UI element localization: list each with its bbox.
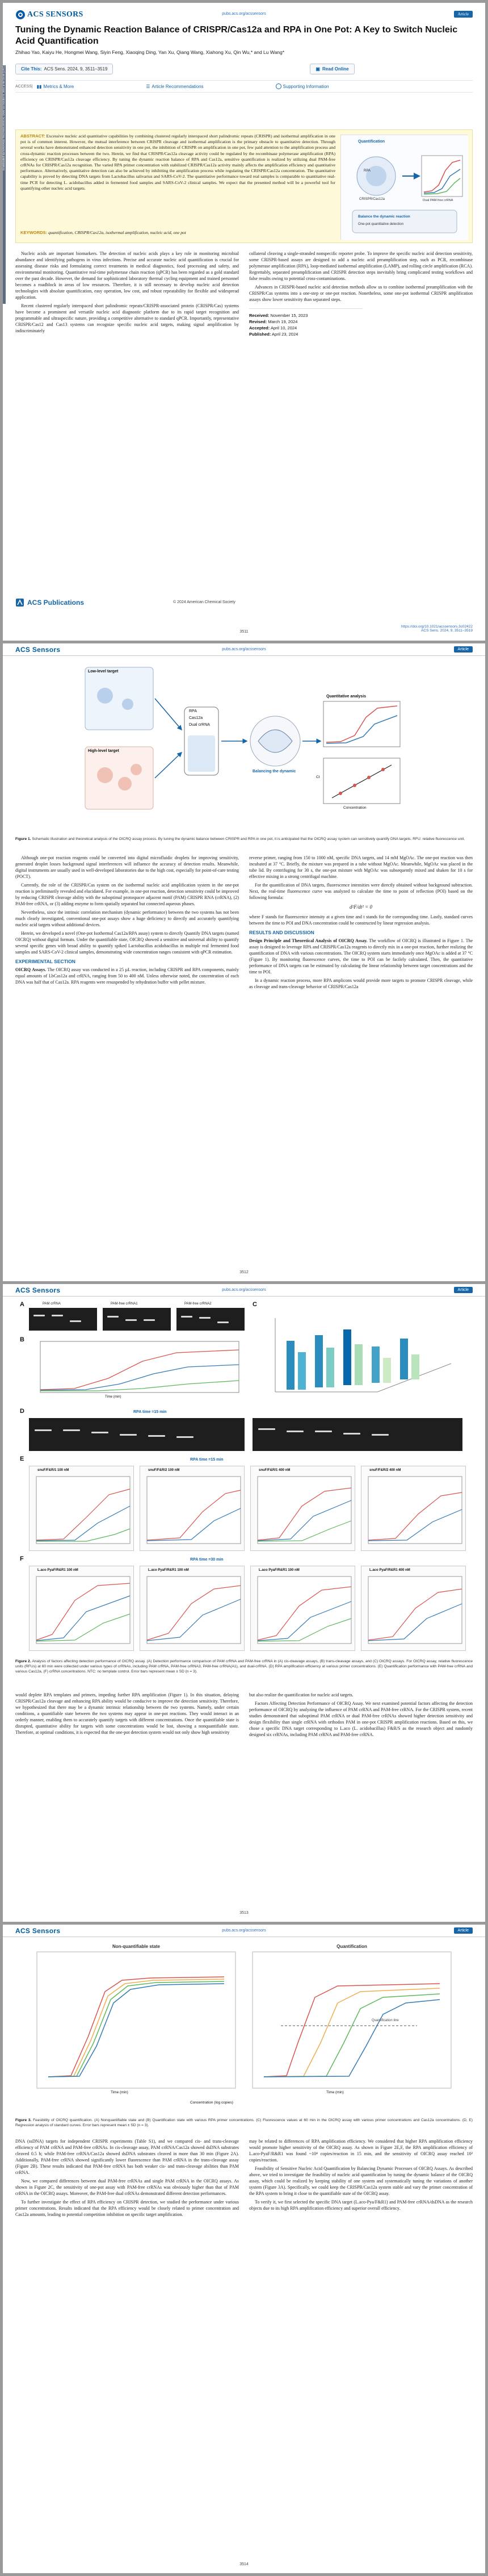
page-number: 3513 [239,1911,249,1915]
paragraph: DNA (ssDNA) targets for independent CRISPR experiments (Table S1), and we compared cis- and trans-cleavage efficiency of PAM crRNA and PAM-free crRNAs. In cis-cleavage assay, PAM crRNA/Cas12a showed dsDNA substrates cleaved 0.5 h; while PAM-free crRNA/Cas12a showed dsDNA substrates cleaved in more than 30 min (Figure 2A). Additionally, PAM-free crRNA showed significantly lower fluorescence than PAM crRNA in the trans-cleavage assay (Figure 2B). These results indicated that PAM-free crRNA has both weaker cis- and trans-cleavage abilities than PAM crRNA. [15,2139,239,2175]
author-list: Zhihao Yao, Kaiyu He, Hongmei Wang, Siyin Feng, Xiaoqing Ding, Yan Xu, Qiang Wang, Xiahong Xu, Qin Wu,* and Lu Wang* [15,49,285,55]
paragraph: Recent clustered regularly interspaced short palindromic repeats/CRISPR-associated protein (CRISPR/Cas) systems have become a prominent and versatile nucleic acid diagnostic platform due to its rapid target recognition and programmable and ultraspecific nature, providing a competitive alternative to standard qPCR. Importantly, representative CRISPR/Cas12 and Cas13 systems can recognize specific nucleic acid targets, making signal amplification by indiscriminately [15,303,239,333]
supporting-info-icon [276,83,281,89]
paragraph: Factors Affecting Detection Performance of OICRQ Assay. We next examined potential factors affecting the detection performance of OICRQ by analyzing the influence of PAM crRNA and PAM-free crRNA. For the CRISPR system, recent studies demonstrated that suboptimal PAM crRNA or dual PAM-free crRNAs showed higher detection sensitivity and design flexibility than single crRNA with orthodox PAM in one-pot CRISPR amplification reactions. Based on this, we chose a specific DNA target corresponding to L.aco (L. acidobacillus) F&R/S as the research object and randomly designed six crRNAs, including PAM crRNA and PAM-free crRNA. [249,1701,473,1737]
toc-onepot-label: One-pot quantitative detection [358,223,404,226]
acs-sensors-logo-icon [15,10,26,20]
panel-e-subtitle: RPA time =15 min [190,1458,224,1462]
paragraph: Advances in CRISPR-based nucleic acid detection methods allow us to combine isothermal preamplification with the CRISPR/Cas systems into a one-step or one-pot reaction. Nonetheless, some one-pot isothermal CRISPR amplification assays show lower sensitivity than separated steps. [249,285,473,302]
fig3-xlabel-right: Time (min) [326,2090,344,2094]
section-heading-experimental: EXPERIMENTAL SECTION [15,959,75,964]
cite-button[interactable]: Cite This: ACS Sens. 2024, 9, 3511–3519 [15,64,113,74]
copyright: © 2024 American Chemical Society [173,600,235,604]
paragraph: reverse primer, ranging from 150 to 1000 nM, specific DNA targets, and 14 mM MgOAc. The one-pot reaction was then incubated at 37 °C. Briefly, the mixture was prepared in a tube without MgOAc. Meanwhile, MgOAc was placed in the tube lid. By centrifuging for 30 s, the one-pot mixture with MgOAc was subsequently mixed and shaken for 10 s for effective mixing in a strong centrifugal machine. [249,855,473,879]
gel-image-1 [29,1308,97,1331]
read-online-button[interactable]: ▣ Read Online [310,64,354,74]
access-label: ACCESS| [15,84,33,89]
running-header [3,643,485,656]
cite-bar [15,64,355,74]
date-received: Received: November 15, 2023 [249,313,308,318]
panel-label-e: E [20,1456,24,1462]
article-type-badge: Article [454,11,473,18]
page-number: 3511 [239,630,249,634]
running-journal-name: ACS Sensors [15,645,61,654]
fig3-quant-title: Quantification [336,1944,367,1949]
panel-f-tile-1 [29,1566,134,1651]
section-heading-results: RESULTS AND DISCUSSION [249,930,314,935]
tile-label: L.aco PyaF/R&R1 100 nM [37,1569,78,1572]
paragraph: Design Principle and Theoretical Analysis of OICRQ Assay. The workflow of OICRQ is illustrated in Figure 1. The assay is designed to leverage RPA and CRISPR/Cas12a reagents to directly mix in a one-pot reaction, further realizing the quantification of DNA with various concentrations. The OICRQ system starts immediately once MgOAc is added at 37 °C (Figure 1). By monitoring fluorescence curves, the time to POI can be facilely calculated. Then, the quantitative performance of DNA targets can be estimated by calculating the linear relationship between target concentrations and the time to POI. [249,938,473,975]
page-2 [3,643,485,1281]
paragraph: Feasibility of Sensitive Nucleic Acid Quantification by Balancing Dynamic Processes of OICRQ Assays. As described above, we tried to investigate the feasibility of nucleic acid quantification by tuning the dynamic balance of the OICRQ assay, which could be realized by keeping stability of one system and systematically tuning the variations of another system (Figure 3A). Specifically, we could keep the CRISPR/Cas12a system stable and vary the primer concentration of the RPA system to bring it close to the quantifiable state of the OICRQ assay. [249,2166,473,2196]
panel-e-tile-2 [140,1466,245,1551]
p1-column-left [15,250,239,336]
panel-e-tile-1 [29,1466,134,1551]
equation: d²F/dt² = 0 [350,904,372,910]
panel-label-d: D [20,1408,24,1415]
panel-b-curves [29,1339,245,1401]
date-revised: Revised: March 19, 2024 [249,319,298,324]
page-number: 3512 [239,1270,249,1274]
p1-column-right [249,250,473,337]
paragraph: would deplete RPA templates and primers, impeding further RPA amplification (Figure 1). In this situation, delaying CRISPR/Cas12a cleavage and enhancing RPA ability would be conducive to improve the detection sensitivity. Therefore, we hypothesized that there may be a dynamic intrinsic relationship between the two systems. Namely, under certain conditions, a quantifiable state between the two systems may appear in one-pot reactions. They would interact in an orderly manner, enabling them to accurately quantify targets with different concentrations. Once the quantifiable state is disrupted, quantitative ability for targets with some concentrations would be lost, showing a nonquantifiable state. Therefore, at optimal conditions, it is expected that the one-pot detection system would not only show high sensitivity [15,1692,239,1735]
panel-b-xlabel: Time (min) [105,1395,121,1399]
tile-label: L.aco PyaF/R&R1 100 nM [148,1569,189,1572]
toc-balance-label: Balance the dynamic reaction [358,215,410,219]
paragraph: Now, we compared differences between dual PAM-free crRNAs and single PAM crRNA in the OICRQ assays. As shown in Figure 2C, the sensitivity of one-pot assay with PAM-free crRNAs was obviously higher than that of PAM crRNA in the OICRQ assays. Moreover, the PAM-free dual crRNAs demonstrated different detection performances. [15,2178,239,2196]
panel-e-tile-4 [361,1466,466,1551]
fig3-quant-line: Quantification line [372,2019,399,2022]
p3-column-left [15,1692,239,1738]
gel-title-2: PAM-free crRNA1 [111,1302,138,1306]
running-header [3,1925,485,1937]
abstract-box [15,129,473,243]
fig1-high-target: High-level target [88,749,119,753]
figure-3-caption: Figure 3. Feasibility of OICRQ quantification. (A) Nonquantifiable state and (B) Quantification state with various RPA primer concentrations. (C) Fluorescence values at 60 min in the OICRQ assay with various primer concentrations and Cas12a concentrations. (D, E) Regression analysis of standard curves. Error bars represent mean ± SD (n = 3). [15,2118,473,2127]
fig1-cas12a: Cas12a [189,716,203,720]
read-online-icon: ▣ [315,66,320,72]
running-article-badge: Article [454,1927,473,1934]
p4-column-left [15,2138,239,2220]
figure-1-caption: Figure 1. Schematic illustration and theoretical analysis of the OICRQ assay process. By tuning the dynamic balance between CRISPR and RPA in one pot, it is anticipated that the OICRQ assay system can sensitively quantify DNA targets. RFU: relative fluorescence unit. [15,837,465,841]
paragraph: In a dynamic reaction process, more RPA amplicons would provide more targets to promote CRISPR cleavage, while as cleavage and trans-cleavage behavior of CRISPR/Cas12a [249,978,473,989]
panel-label-f: F [20,1555,24,1562]
list-icon: ☰ [146,83,150,89]
paragraph: where F stands for fluorescence intensity at a given time and t stands for the corresponding time. Lastly, standard curves between the time to POI and DNA concentration could be constructed by linear regression analysis. [249,914,473,926]
running-article-badge: Article [454,646,473,653]
paragraph: but also realize the quantification for nucleic acid targets. [249,1692,354,1697]
recommendations-link[interactable]: ☰ Article Recommendations [146,83,204,89]
panel-label-c: C [253,1301,257,1308]
fig1-conc-axis: Concentration [343,806,367,810]
running-url[interactable]: pubs.acs.org/acssensors [222,1929,266,1933]
p3-column-right [249,1692,473,1740]
page-4 [3,1925,485,2573]
paragraph: To verify it, we first selected the specific DNA target (L.aco-Pya/F&R1) and PAM-free crRNA/dsDNA as the research objects due to its high RPA amplification efficiency and superior overall efficiency. [249,2199,473,2211]
fig3-xlabel-left: Time (min) [111,2090,128,2094]
running-header [3,1284,485,1297]
panel-d-subtitle: RPA time =15 min [133,1410,167,1414]
running-journal-name: ACS Sensors [15,1286,61,1294]
paragraph: Nevertheless, since the intrinsic correlation mechanism (dynamic performance) between the two systems has not been much clearly investigated, conventional one-pot assays show a huge deficiency to directly and accurately quantifying nucleic acid targets without additional devices. [15,910,239,927]
paragraph: collateral cleaving a single-stranded nonspecific reporter probe. To improve the specific nucleic acid detection sensitivity, some CRISPR-based assays are designed to add a nucleic acid preamplification step, such as PCR, recombinase polymerase amplification (RPA), loop-mediated isothermal amplification (LAMP), and rolling circle amplification (RCA). Regrettably, separated preamplification and CRISPR detection steps inevitably bring complicated testing workflows and false results owing to potential cross-contaminations. [249,251,473,281]
fig1-ct-axis: Ct [316,775,320,779]
tile-label: snuF/F&R/2 400 nM [369,1469,401,1472]
p4-column-right [249,2138,473,2214]
figure-2-caption: Figure 2. Analysis of factors affecting detection performance of OICRQ assay. (A) Detection performance comparison of PAM crRNA and PAM-free crRNA in (A) cis-cleavage assays, (B) trans-cleavage assays, and (C) OICRQ assays. For OICRQ assay, relative fluorescence units (RFUs) at 60 min were collected under various types of crRNAs, including PAM crRNA, PAM-free crRNA3, PAM-free crRNA(A1), and dual-crRNA. (D) RPA amplification efficiency at various primer concentrations. (E) Quantification performance with PAM-free crRNA and various Cas12a, (F) crRNA concentrations. NTC: no template control. Error bars represent mean ± SD (n = 3). [15,1659,473,1674]
journal-logo[interactable]: ACS SENSORS [15,10,83,20]
date-accepted: Accepted: April 10, 2024 [249,325,297,331]
p2-column-left [15,855,239,988]
running-url[interactable]: pubs.acs.org/acssensors [222,1288,266,1292]
paragraph: To further investigate the effect of RPA efficiency on CRISPR detection, we studied the performance under various primer concentrations. Results indicated that the RPA efficiency would be closely related to primer concentration and Cas12a amounts, leading to potential competition inhibition on specific target amplification. [15,2199,239,2217]
toc-quantification-label: Quantification [358,140,385,144]
doi-link[interactable]: https://doi.org/10.1021/acssensors.3c02422 ACS Sens. 2024, 9, 3511–3519 [401,625,473,633]
panel-c-3d-bars [264,1307,462,1403]
paragraph: Currently, the role of the CRISPR/Cas system on the isothermal nucleic acid amplification system in the one-pot reaction is preliminarily revealed and elucidated. For example, in one-pot reaction, detection sensitivity could be improved by reducing CRISPR cleavage ability with the suboptimal protospacer adjacent motif (PAM) CRISPR RNA (crRNA), (2) PAM-free crRNA, or (3) adding enzyme to form spatially separated but connected aqueous phases. [15,883,239,906]
access-bar [15,80,473,93]
panel-label-b: B [20,1336,24,1343]
paragraph: Herein, we developed a novel (One-pot Isothermal Cas12a/RPA assay) system to directly Quantify DNA targets (named OICRQ) without digital formats. Under the quantifiable state, OICRQ showed a sensitive and universal ability to quantify several specific genes with broad ability to quantify spiked Lactobacillus acidobacillus in multiple real fermented food samples and SARS-CoV-2 clinical samples, demonstrating wide concentration ranges consistent with qPCR estimation. [15,931,239,955]
download-stamp: Downloaded via NANYANG TECHNOLOGICAL UNIV on October 8, 2024 at 06:15:40 (UTC). [3,65,6,304]
paragraph: Although one-pot reaction reagents could be converted into digital microfluidic droplets for improving sensitivity, generated droplet losses background signal interferences will influence the accuracy of detection results. Meanwhile, digital instruments are usually used in well-developed laboratories due to the high cost, especially for point-of-care testing (POCT). [15,855,239,879]
toc-rpa-label: RPA [364,169,371,173]
acs-publications-logo[interactable]: ACS Publications [15,598,84,607]
fig1-balance: Balancing the dynamic [253,770,296,773]
toc-graphic [340,135,468,240]
page-3 [3,1284,485,1922]
tile-label: L.aco PyaF/R&R1 400 nM [369,1569,410,1572]
running-article-badge: Article [454,1287,473,1293]
gel-image-2 [103,1308,171,1331]
figure-1 [82,662,406,832]
paragraph: For the quantification of DNA targets, fluorescence intensities were directly obtained without background subtraction. Next, the real-time fluorescence curve was analyzed to calculate the time to point of reflection (POI) based on the following formula: [249,883,473,900]
toc-cas-label: CRISPR/Cas12a [359,198,385,201]
keywords: KEYWORDS: quantification, CRISPR/Cas12a, isothermal amplification, nucleic acid, one pot [20,230,186,235]
acs-logo-icon [15,598,24,607]
metrics-link[interactable]: ▮▮ Metrics & More [36,83,74,89]
running-journal-name: ACS Sensors [15,1926,61,1935]
history-dates [249,308,363,337]
gel-title-1: PAM crRNA [43,1302,61,1306]
fig3-conc-label: Concentration (log copies) [190,2101,233,2105]
tile-label: snuF/F&R/1 400 nM [259,1469,291,1472]
p2-column-right [249,855,473,992]
article-title: Tuning the Dynamic Reaction Balance of CRISPR/Cas12a and RPA in One Pot: A Key to Switch Nucleic Acid Quantification [15,25,458,46]
bar-chart-icon: ▮▮ [36,83,42,89]
panel-e-tile-3 [250,1466,355,1551]
figure-3-graphic [20,1952,468,2111]
panel-f-subtitle: RPA time =30 min [190,1558,224,1562]
panel-label-a: A [20,1301,24,1308]
toc-dual-label: Dual PAM-free crRNA [423,199,453,202]
fig3-nonquant-title: Non-quantifiable state [112,1944,160,1949]
panel-f-tile-3 [250,1566,355,1651]
panel-f-grid [29,1566,466,1651]
journal-url[interactable]: pubs.acs.org/acssensors [222,12,266,16]
supporting-info-link[interactable]: Supporting Information [276,83,329,89]
running-url[interactable]: pubs.acs.org/acssensors [222,647,266,651]
panel-f-tile-2 [140,1566,245,1651]
panel-e-grid [29,1466,466,1551]
tile-label: snuF/F&R/2 100 nM [148,1469,180,1472]
fig1-rpa: RPA [189,709,197,713]
date-published: Published: April 23, 2024 [249,332,298,337]
fig1-low-target: Low-level target [88,670,119,674]
tile-label: snuF/F&R/1 100 nM [37,1469,69,1472]
page-1 [3,3,485,641]
gel-title-3: PAM-free crRNA2 [184,1302,212,1306]
abstract-text: ABSTRACT: Excessive nucleic acid quantitative capabilities by combining clustered regularly interspaced short palindromic repeats (CRISPR) and isothermal amplification in one pot is of common interest. However, the mutual interference between CRISPR cleavage and isothermal amplification is the primary obstacle to quantitative detection. Through several works have demonstrated enhanced detection sensitivity in one pot, the inhibition of CRISPR on amplification in one pot, few paid attention to the amplification process and cross-dynamic reaction processes between the two. Herein, we find that CRISPR/Cas12a cleavage activity could be regulated by the recombinase polymerase amplification (RPA) efficiency on CRISPR/Cas12a cleavage efficiency. By tuning the dynamic reaction balance of RPA and Cas12a, sensitive quantification is realized by utilizing dual PAM-free crRNAs for CRISPR/Cas12a recognition. The varied RPA primer concentration with stabilized CRISPR/Cas12a activity mainly affects the amplification efficiency and quantitative performance. Alternatively, quantitative detection can also be achieved by inhibiting the amplification process while regulating the CRISPR/Cas12a concentration. The quantitative capability is proved by detecting DNA targets from Lactobacillus salivarius and SARS-CoV-2. The quantitative performance toward real samples is comparable to quantitative real-time PCR for detecting L. acidobacillus added in fermented food samples and SARS-CoV-2 clinical samples. We expect that the presented method will be a powerful tool for quantifying other nucleic acid targets. [20,133,335,191]
tile-label: L.aco PyaF/R&R1 100 nM [259,1569,300,1572]
page-number: 3514 [239,2562,249,2566]
figure-2 [20,1301,468,1653]
paragraph: OICRQ Assays. The OICRQ assay was conducted in a 25 µL reaction, including CRISPR and RPA components, mainly equal amounts of LbCas12a and crRNA, ranging from 50 to 400 nM. Unless otherwise noted, the concentration of each DNA was half that of Cas12a. RPA reagents were resuspended by rehydration buffer with pellet mixture. [15,967,239,985]
gel-image-3 [176,1308,245,1331]
figure-3 [20,1942,468,2112]
paragraph: may be related to differences of RPA amplification efficiency. We considered that higher RPA amplification efficiency would promote higher sensitivity of the OICRQ assay. As shown in Figure 2E,F, the RPA amplification efficiency of L.aco-PyaF/R&R1 was found ~10⁴ copies/reaction in 15 min, and the sensitivity of OICRQ assay reached 10² copies/reaction. [249,2139,473,2163]
panel-f-tile-4 [361,1566,466,1651]
fig1-dual-crrna: Dual crRNA [189,723,210,727]
paragraph: Nucleic acids are important biomarkers. The detection of nucleic acids plays a key role in monitoring microbial abundance and identifying pathogens in virus infections. Precise and accurate nucleic acid quantification is crucial for assessing disease risks and formulating correct treatments in medical diagnostics, food processing and safety, and environmental monitoring. Quantitative real-time polymerase chain reaction (qPCR) has been regarded as a gold standard over the past decade. However, the demand for sophisticated laboratory thermal cycling equipment and trained personnel becomes a roadblock in areas of low resources. Therefore, it is still necessary to develop nucleic acid detection technologies with absolute quantification, easy operation, low cost, and robust repeatability for flexible and widespread application. [15,251,239,300]
fig1-quant-analysis: Quantitative analysis [326,695,367,699]
